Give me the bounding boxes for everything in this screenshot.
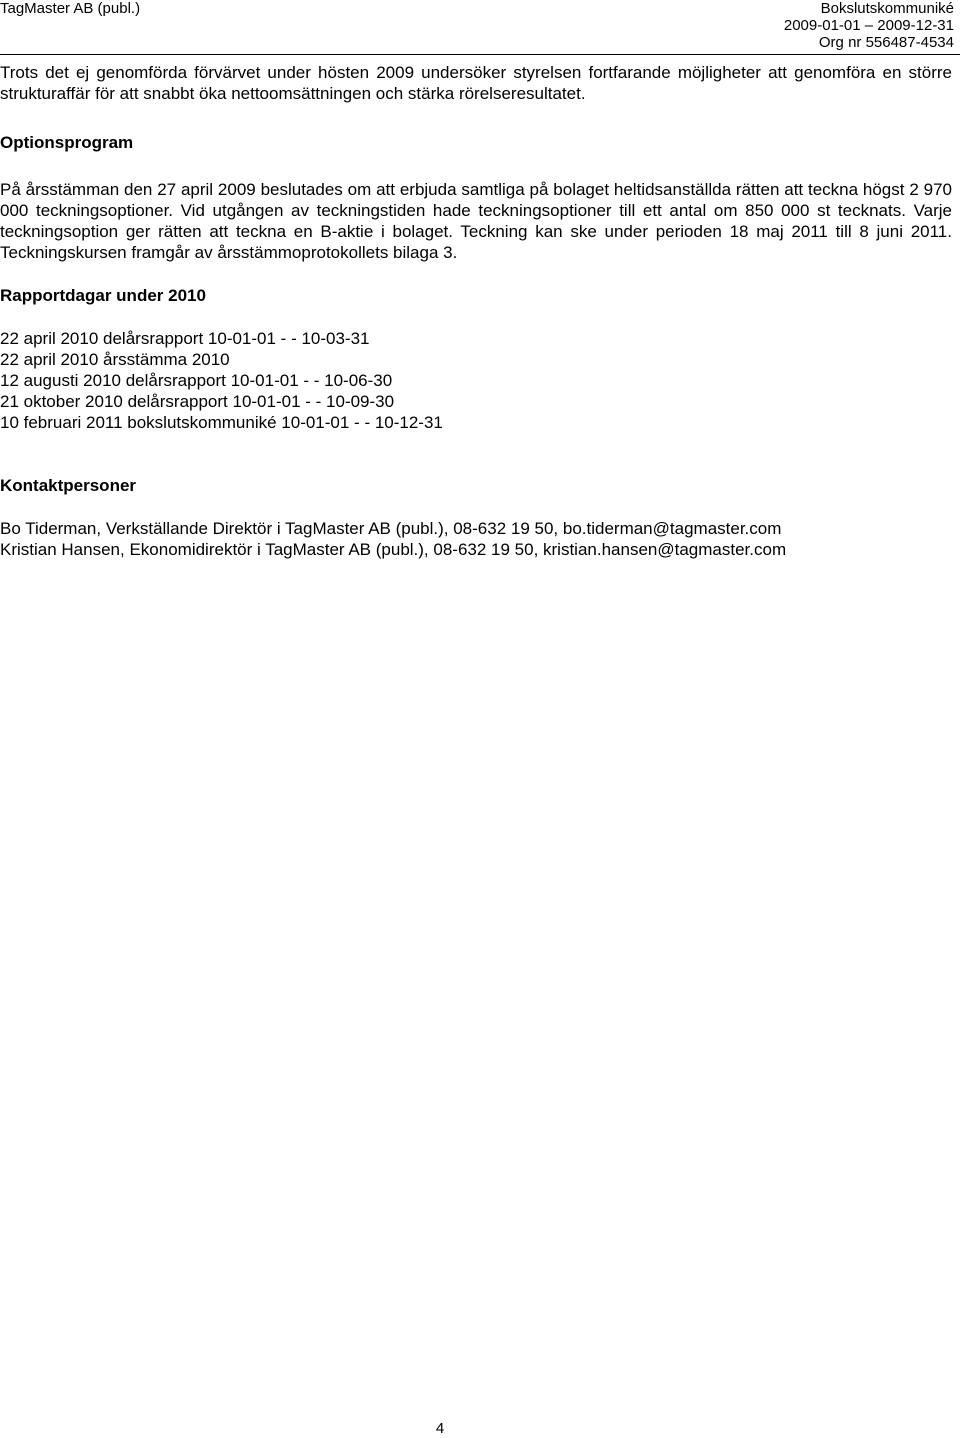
header-period: 2009-01-01 – 2009-12-31	[783, 17, 954, 34]
list-item: Kristian Hansen, Ekonomidirektör i TagMaster AB (publ.), 08-632 19 50, kristian.hansen@tagmaster.com	[0, 540, 787, 559]
options-heading: Optionsprogram	[0, 133, 134, 152]
list-item: 12 augusti 2010 delårsrapport 10-01-01 - - 10-06-30	[0, 371, 393, 390]
list-item: Bo Tiderman, Verkställande Direktör i TagMaster AB (publ.), 08-632 19 50, bo.tiderman@tagmaster.com	[0, 519, 782, 538]
intro-paragraph: Trots det ej genomförda förvärvet under hösten 2009 undersöker styrelsen fortfarande möjligheter att genomföra en större strukturaffär för att snabbt öka nettoomsättningen och stärka rörelseresultatet.	[0, 63, 952, 103]
contacts-list	[0, 518, 952, 560]
page-content	[0, 62, 952, 560]
list-item: 22 april 2010 årsstämma 2010	[0, 350, 230, 369]
report-dates-heading: Rapportdagar under 2010	[0, 286, 206, 305]
header-meta	[784, 0, 954, 51]
page-header	[0, 0, 960, 55]
page-number: 4	[435, 1420, 445, 1437]
header-company: TagMaster AB (publ.)	[0, 0, 141, 17]
contacts-heading: Kontaktpersoner	[0, 476, 137, 495]
list-item: 21 oktober 2010 delårsrapport 10-01-01 - - 10-09-30	[0, 392, 395, 411]
list-item: 22 april 2010 delårsrapport 10-01-01 - - 10-03-31	[0, 329, 370, 348]
header-org-nr: Org nr 556487-4534	[818, 34, 954, 51]
options-paragraph: På årsstämman den 27 april 2009 beslutades om att erbjuda samtliga på bolaget heltidsanställda rätten att teckna högst 2 970 000 teckningsoptioner. Vid utgången av teckningstiden hade teckningsoptioner till ett antal om 850 000 st tecknats. Varje teckningsoption ger rätten att teckna en B-aktie i bolaget. Teckning kan ske under perioden 18 maj 2011 till 8 juni 2011. Teckningskursen framgår av årsstämmoprotokollets bilaga 3.	[0, 180, 952, 262]
report-dates-list	[0, 328, 952, 433]
header-doc-type: Bokslutskommuniké	[820, 0, 954, 17]
list-item: 10 februari 2011 bokslutskommuniké 10-01-01 - - 10-12-31	[0, 413, 443, 432]
